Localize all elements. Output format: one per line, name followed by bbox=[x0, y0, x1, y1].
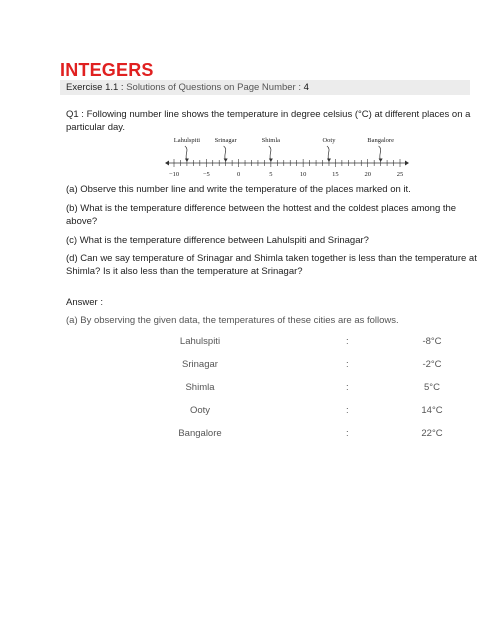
city-name: Bangalore bbox=[178, 428, 222, 439]
exercise-subtitle: Solutions of Questions on Page Number : bbox=[126, 82, 301, 93]
city-name: Shimla bbox=[185, 382, 215, 393]
temperature-table bbox=[150, 336, 450, 451]
city-temperature: 5°C bbox=[424, 382, 440, 393]
place-pointer-head bbox=[224, 159, 228, 163]
row-separator: : bbox=[346, 428, 349, 439]
city-name: Ooty bbox=[189, 405, 211, 416]
place-pointer-head bbox=[269, 159, 273, 163]
row-separator: : bbox=[346, 382, 349, 393]
place-label: Ooty bbox=[322, 137, 336, 144]
city-name: Srinagar bbox=[182, 359, 218, 370]
answer-label: Answer : bbox=[66, 297, 103, 308]
city-temperature: -8°C bbox=[422, 336, 442, 347]
question-1-text: Q1 : Following number line shows the temperature in degree celsius (°C) at different places on a particular day. bbox=[66, 109, 471, 133]
table-row bbox=[150, 336, 450, 359]
place-label: Shimla bbox=[261, 137, 281, 144]
tick-label: −5 bbox=[202, 171, 210, 178]
place-label: Srinagar bbox=[214, 137, 237, 144]
tick-label: 0 bbox=[236, 171, 241, 178]
tick-label: 20 bbox=[364, 171, 371, 178]
axis-arrow-right bbox=[405, 161, 409, 166]
row-separator: : bbox=[346, 359, 349, 370]
page-title: INTEGERS bbox=[60, 60, 154, 80]
city-temperature: 22°C bbox=[421, 428, 443, 439]
tick-label: −10 bbox=[168, 171, 180, 178]
exercise-header bbox=[60, 80, 470, 95]
row-separator: : bbox=[346, 336, 349, 347]
city-name: Lahulspiti bbox=[179, 336, 221, 347]
answer-intro: (a) By observing the given data, the temperatures of these cities are as follows. bbox=[66, 315, 399, 326]
exercise-page-number: 4 bbox=[303, 82, 309, 93]
place-label: Bangalore bbox=[367, 137, 394, 144]
question-part-d: (d) Can we say temperature of Srinagar and Shimla taken together is less than the temperature at Shimla? Is it also less than the temperature at Srinagar? bbox=[66, 253, 477, 277]
place-pointer-head bbox=[327, 159, 331, 163]
row-separator: : bbox=[346, 405, 349, 416]
table-row bbox=[150, 405, 450, 428]
tick-label: 10 bbox=[299, 171, 307, 178]
axis-arrow-left bbox=[165, 161, 169, 166]
tick-label: 25 bbox=[396, 171, 404, 178]
tick-label: 15 bbox=[332, 171, 339, 178]
temperature-number-line bbox=[160, 133, 410, 181]
table-row bbox=[150, 428, 450, 451]
city-temperature: -2°C bbox=[422, 359, 442, 370]
question-part-b: (b) What is the temperature difference between the hottest and the coldest places among the above? bbox=[66, 203, 457, 227]
question-part-a: (a) Observe this number line and write the temperature of the places marked on it. bbox=[66, 184, 411, 195]
place-pointer-head bbox=[379, 159, 383, 163]
table-row bbox=[150, 359, 450, 382]
exercise-label: Exercise 1.1 : bbox=[66, 82, 124, 93]
table-row bbox=[150, 382, 450, 405]
city-temperature: 14°C bbox=[421, 405, 443, 416]
question-part-c: (c) What is the temperature difference between Lahulspiti and Srinagar? bbox=[66, 235, 369, 246]
place-label: Lahulspiti bbox=[173, 137, 201, 144]
place-pointer-head bbox=[185, 159, 189, 163]
tick-label: 5 bbox=[269, 171, 273, 178]
